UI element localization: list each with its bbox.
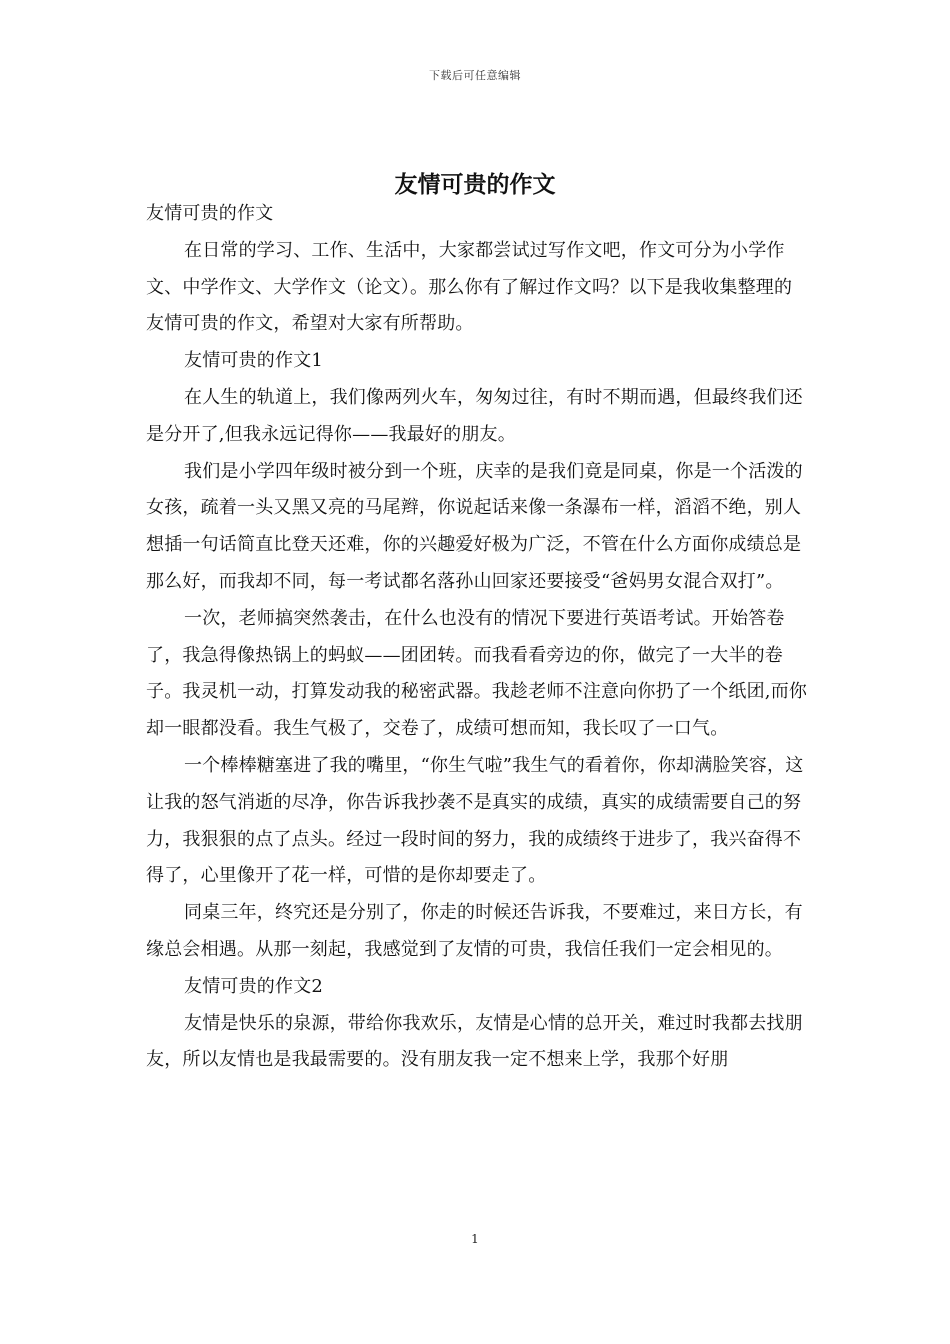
header-note: 下载后可任意编辑	[429, 69, 521, 82]
document-body	[146, 196, 810, 1079]
essay-1-paragraph: 在人生的轨道上，我们像两列火车，匆匆过往，有时不期而遇，但最终我们还是分开了,但我永远记得你——我最好的朋友。	[146, 386, 803, 445]
essay-1-paragraph: 一次，老师搞突然袭击，在什么也没有的情况下要进行英语考试。开始答卷了，我急得像热锅上的蚂蚁——团团转。而我看看旁边的你，做完了一大半的卷子。我灵机一动，打算发动我的秘密武器。我趁老师不注意向你扔了一个纸团,而你却一眼都没看。我生气极了，交卷了，成绩可想而知，我长叹了一口气。	[146, 607, 808, 740]
intro-paragraph: 在日常的学习、工作、生活中，大家都尝试过写作文吧，作文可分为小学作文、中学作文、大学作文（论文）。那么你有了解过作文吗？以下是我收集整理的友情可贵的作文，希望对大家有所帮助。	[146, 239, 793, 335]
document-subtitle: 友情可贵的作文	[146, 203, 274, 224]
essay-2-paragraph: 友情是快乐的泉源，带给你我欢乐，友情是心情的总开关，难过时我都去找朋友，所以友情也是我最需要的。没有朋友我一定不想来上学，我那个好朋	[146, 1012, 803, 1071]
essay-2-heading: 友情可贵的作文2	[184, 975, 324, 997]
essay-1-paragraph: 我们是小学四年级时被分到一个班，庆幸的是我们竟是同桌，你是一个活泼的女孩，疏着一头又黑又亮的马尾辫，你说起话来像一条瀑布一样，滔滔不绝，别人想插一句话简直比登天还难，你的兴趣爱好极为广泛，不管在什么方面你成绩总是那么好，而我却不同，每一考试都名落孙山回家还要接受“爸妈男女混合双打”。	[146, 460, 803, 592]
page-number: 1	[471, 1232, 479, 1246]
document-title: 友情可贵的作文	[394, 171, 556, 199]
essay-1-paragraph: 同桌三年，终究还是分别了，你走的时候还告诉我，不要难过，来日方长，有缘总会相遇。从那一刻起，我感觉到了友情的可贵，我信任我们一定会相见的。	[146, 902, 803, 960]
essay-1-heading: 友情可贵的作文1	[184, 350, 324, 372]
essay-1-paragraph: 一个棒棒糖塞进了我的嘴里，“你生气啦”我生气的看着你，你却满脸笑容，这让我的怒气消逝的尽净，你告诉我抄袭不是真实的成绩，真实的成绩需要自己的努力，我狠狠的点了点头。经过一段时间的努力，我的成绩终于进步了，我兴奋得不得了，心里像开了花一样，可惜的是你却要走了。	[146, 754, 804, 887]
